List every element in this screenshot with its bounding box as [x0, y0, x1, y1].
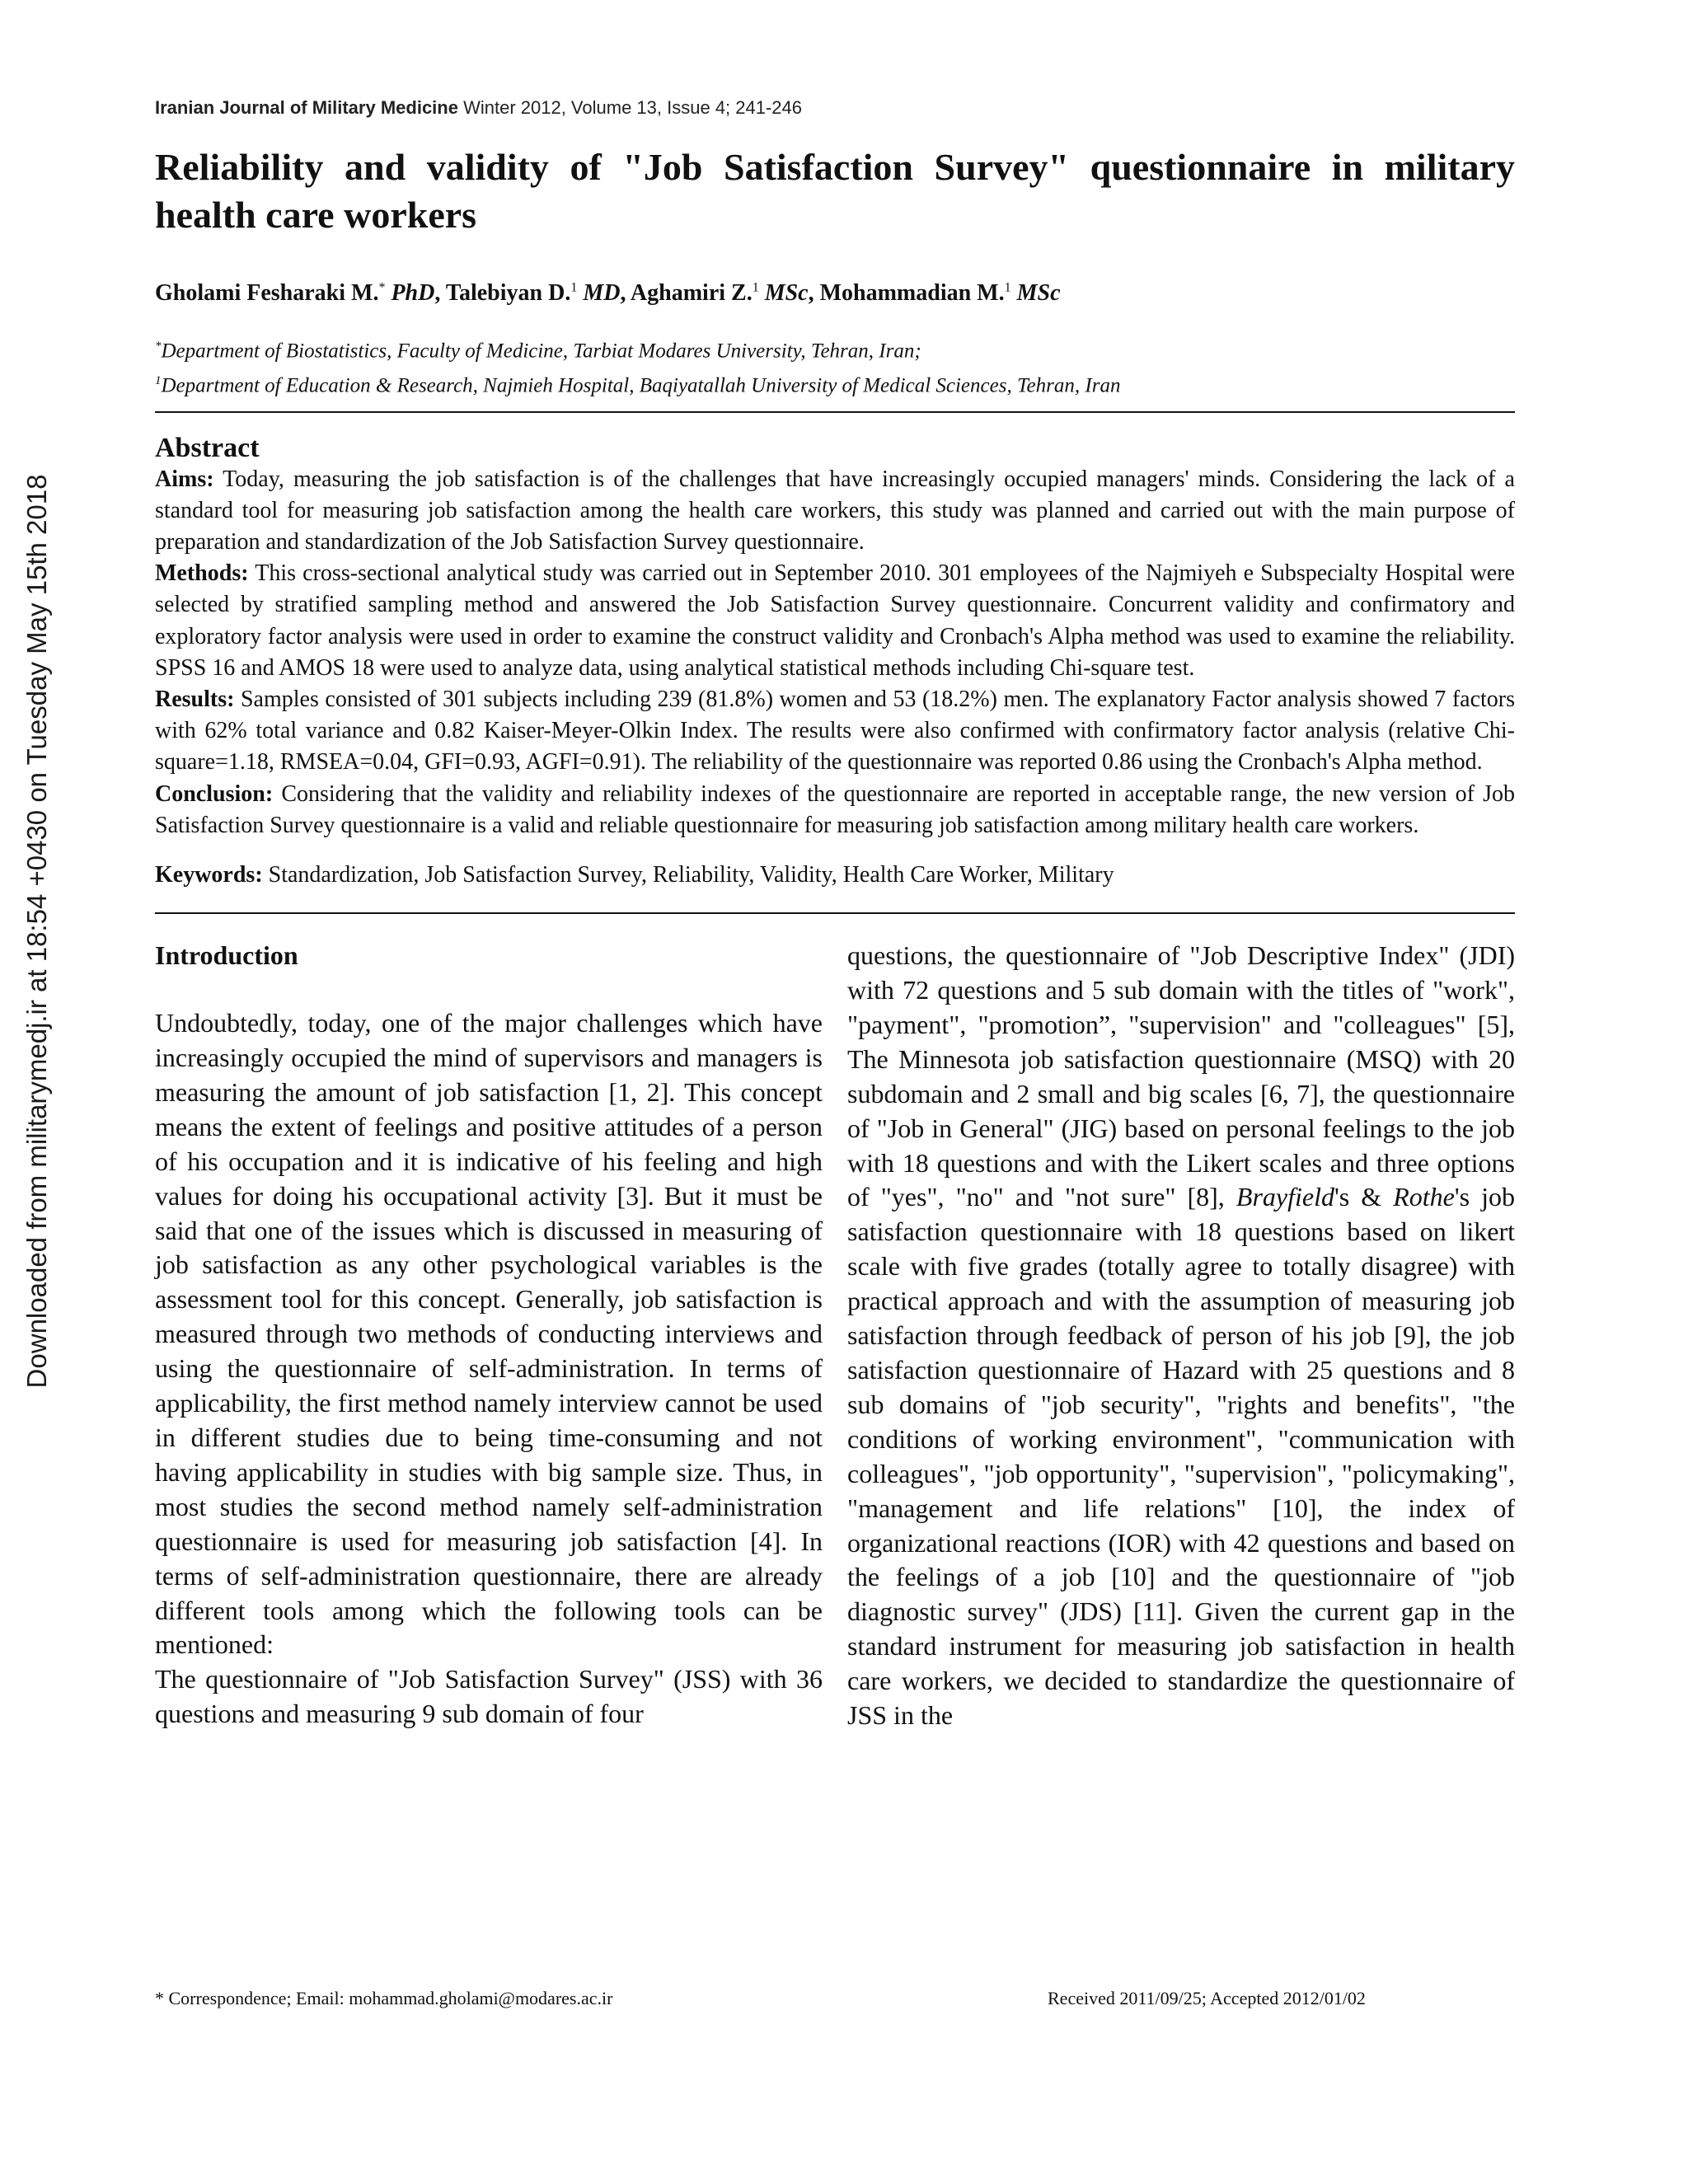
affiliations: [155, 331, 1515, 401]
intro-text: 's job satisfaction questionnaire with 18 questions based on likert scale with five grades (totally agree to totally disagree) with practical approach and with the assumption of measuring job satisfaction through feedback of person of his job [9], the job satisfaction questionnaire of Hazard with 25 questions and 8 sub domains of "job security", "rights and benefits", "the conditions of working environment", "communication with colleagues", "job opportunity", "supervision", "policymaking", "management and life relations" [10], the index of organizational reactions (IOR) with 42 questions and based on the feelings of a job [10] and the questionnaire of "job diagnostic survey" (JDS) [11]. Given the current gap in the standard instrument for measuring job satisfaction in health care workers, we decided to standardize the questionnaire of JSS in the: [847, 1182, 1516, 1731]
intro-text: questions, the questionnaire of "Job Descriptive Index" (JDI) with 72 questions and 5 sub domain with the titles of "work", "payment", "promotion”, "supervision" and "colleagues" [5], The Minnesota job satisfaction questionnaire (MSQ) with 20 subdomain and 2 small and big scales [6, 7], the questionnaire of "Job in General" (JIG) based on personal feelings to the job with 18 questions and with the Likert scales and three options of "yes", "no" and "not sure" [8],: [847, 940, 1515, 1212]
intro-text: 's &: [1334, 1182, 1394, 1212]
journal-issue: Winter 2012, Volume 13, Issue 4; 241-246: [463, 97, 803, 118]
affiliation-text: Department of Biostatistics, Faculty of Medicine, Tarbiat Modares University, Tehran, Iran;: [161, 340, 921, 363]
journal-header: [155, 97, 1515, 119]
conclusion-text: Considering that the validity and reliability indexes of the questionnaire are reported in acceptable range, the new version of Job Satisfaction Survey questionnaire is a valid and reliable questionnaire for measuring job satisfaction among military health care workers.: [155, 780, 1516, 838]
author-degree: MSc: [764, 280, 809, 306]
author-degree: PhD: [391, 280, 435, 306]
author-name: Mohammadian M.: [819, 280, 1005, 306]
author-name: Talebiyan D.: [445, 280, 571, 306]
author-mark: *: [378, 280, 386, 295]
abstract-aims: [155, 464, 1515, 559]
introduction-paragraph: [847, 939, 1515, 1733]
author-citation: Brayfield: [1236, 1182, 1334, 1212]
introduction-paragraph: The questionnaire of "Job Satisfaction Survey" (JSS) with 36 questions and measuring 9 sub domain of four: [155, 1664, 823, 1729]
affiliation: [155, 366, 1515, 401]
author-mark: 1: [1004, 280, 1011, 295]
aims-label: Aims:: [155, 466, 214, 492]
results-label: Results:: [155, 687, 235, 713]
author-mark: 1: [752, 280, 759, 295]
abstract-results: [155, 684, 1515, 779]
affiliation-mark: 1: [155, 374, 162, 388]
keywords: [155, 860, 1515, 891]
author-degree: MSc: [1016, 280, 1061, 306]
body-columns: [155, 939, 1515, 1733]
affiliation-text: Department of Education & Research, Najmieh Hospital, Baqiyatallah University of Medical Sciences, Tehran, Iran: [161, 374, 1121, 397]
author-degree: MD: [583, 280, 621, 306]
right-column: [847, 939, 1515, 1733]
affiliation-mark: *: [155, 340, 162, 353]
abstract-conclusion: [155, 779, 1515, 841]
introduction-heading: Introduction: [155, 940, 298, 971]
abstract-heading: Abstract: [155, 432, 260, 463]
article-title: Reliability and validity of "Job Satisfaction Survey" questionnaire in military health care workers: [155, 146, 1515, 236]
affiliation: [155, 331, 1515, 366]
methods-label: Methods:: [155, 560, 249, 587]
author-list: Gholami Fesharaki M.* PhD, Talebiyan D.$^1$ MD, Aghamiri Z.$^1$ MSc, Mohammadian M.$^1$ MSc: [155, 280, 1061, 306]
conclusion-label: Conclusion:: [155, 780, 274, 807]
author-name: Gholami Fesharaki M.: [155, 280, 379, 306]
methods-text: This cross-sectional analytical study was carried out in September 2010. 301 employees of the Najmiyeh e Subspecialty Hospital were selected by stratified sampling method and answered the Job Satisfaction Survey questionnaire. Concurrent validity and confirmatory and exploratory factor analysis were used in order to examine the construct validity and Cronbach's Alpha method was used to examine the reliability. SPSS 16 and AMOS 18 were used to analyze data, using analytical statistical methods including Chi-square test.: [155, 560, 1515, 681]
divider: [155, 411, 1515, 413]
introduction-paragraph: Undoubtedly, today, one of the major challenges which have increasingly occupied the mind of supervisors and managers is measuring the amount of job satisfaction [1, 2]. This concept means the extent of feelings and positive attitudes of a person of his occupation and it is indicative of his feeling and high values for doing his occupational activity [3]. But it must be said that one of the issues which is discussed in measuring of job satisfaction as any other psychological variables is the assessment tool for this concept. Generally, job satisfaction is measured through two methods of conducting interviews and using the questionnaire of self-administration. In terms of applicability, the first method namely interview cannot be used in different studies due to being time-consuming and not having applicability in studies with big sample size. Thus, in most studies the second method namely self-administration questionnaire is used for measuring job satisfaction [4]. In terms of self-administration questionnaire, there are already different tools among which the following tools can be mentioned:: [155, 1008, 823, 1660]
keywords-text: Standardization, Job Satisfaction Survey, Reliability, Validity, Health Care Worker, Military: [268, 862, 1114, 888]
received-accepted-dates: Received 2011/09/25; Accepted 2012/01/02: [1048, 1988, 1366, 2008]
results-text: Samples consisted of 301 subjects including 239 (81.8%) women and 53 (18.2%) men. The explanatory Factor analysis showed 7 factors with 62% total variance and 0.82 Kaiser-Meyer-Olkin Index. The results were also confirmed with confirmatory factor analysis (relative Chi-square=1.18, RMSEA=0.04, GFI=0.93, AGFI=0.91). The reliability of the questionnaire was reported 0.86 using the Cronbach's Alpha method.: [155, 687, 1515, 776]
left-column: [155, 939, 823, 1733]
download-note: Downloaded from militarymedj.ir at 18:54 +0430 on Tuesday May 15th 2018: [21, 474, 52, 1389]
abstract-methods: [155, 558, 1515, 684]
article-page: [155, 97, 1515, 1733]
aims-text: Today, measuring the job satisfaction is of the challenges that have increasingly occupied managers' minds. Considering the lack of a standard tool for measuring job satisfaction among the health care workers, this study was planned and carried out with the main purpose of preparation and standardization of the Job Satisfaction Survey questionnaire.: [155, 466, 1515, 555]
author-name: Aghamiri Z.: [630, 280, 753, 306]
journal-name: Iranian Journal of Military Medicine: [155, 97, 458, 118]
download-watermark: [0, 0, 74, 2184]
author-citation: Rothe: [1393, 1182, 1455, 1212]
author-mark: 1: [570, 280, 578, 295]
correspondence: * Correspondence; Email: mohammad.gholami@modares.ac.ir: [155, 1988, 613, 2008]
divider: [155, 912, 1515, 914]
abstract-body: [155, 464, 1515, 841]
page-footer: [155, 1988, 1515, 2009]
keywords-label: Keywords:: [155, 862, 263, 888]
